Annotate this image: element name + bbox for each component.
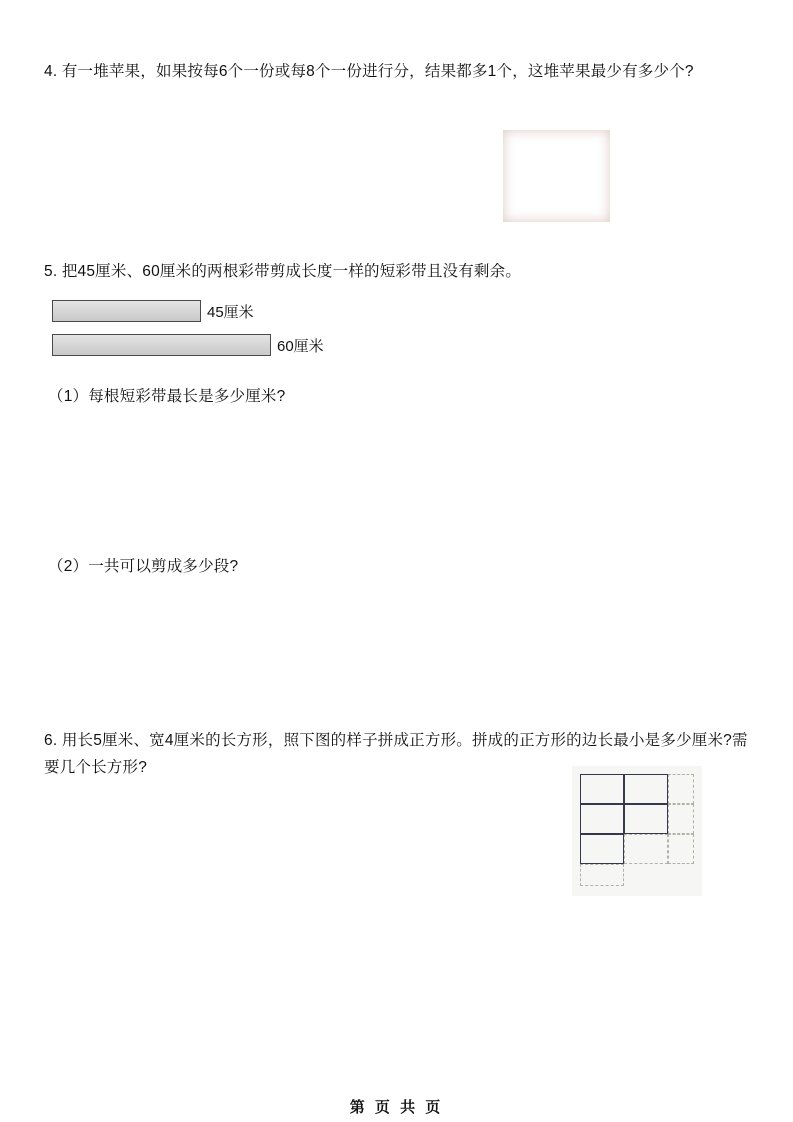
tile-dashed xyxy=(624,834,668,864)
question-5-part-2 xyxy=(48,553,648,580)
ribbon-label-60: 60厘米 xyxy=(277,337,324,355)
ribbon-bar-45 xyxy=(52,300,201,322)
question-5-part-1-text: （1）每根短彩带最长是多少厘米? xyxy=(48,388,286,405)
question-4-text: 4. 有一堆苹果，如果按每6个一份或每8个一份进行分，结果都多1个，这堆苹果最少有多少个? xyxy=(44,63,694,80)
tile-solid xyxy=(580,774,624,804)
question-5 xyxy=(44,258,756,285)
question-5-part-2-text: （2）一共可以剪成多少段? xyxy=(48,558,239,575)
ribbon-label-45: 45厘米 xyxy=(207,303,254,321)
ribbon-row xyxy=(52,298,372,324)
tile-solid xyxy=(580,834,624,864)
ribbon-diagram xyxy=(52,298,372,366)
tile-dashed xyxy=(668,804,694,834)
tile-solid xyxy=(624,774,668,804)
tile-solid xyxy=(580,804,624,834)
tile-dashed xyxy=(668,834,694,864)
apple-pile-image xyxy=(503,130,610,222)
question-5-text: 5. 把45厘米、60厘米的两根彩带剪成长度一样的短彩带且没有剩余。 xyxy=(44,263,522,280)
question-4 xyxy=(44,58,756,85)
tile-dashed xyxy=(580,864,624,886)
ribbon-row xyxy=(52,332,372,358)
question-5-part-1 xyxy=(48,383,648,410)
tile-solid xyxy=(624,804,668,834)
ribbon-bar-60 xyxy=(52,334,271,356)
page-footer: 第 页 共 页 xyxy=(349,1099,444,1116)
apple-gloss xyxy=(514,141,542,158)
rectangle-tiling-diagram xyxy=(572,766,702,896)
tile-dashed xyxy=(668,774,694,804)
question-6-text: 6. 用长5厘米、宽4厘米的长方形，照下图的样子拼成正方形。拼成的正方形的边长最小是多少厘米?需要几个长方形? xyxy=(44,732,748,777)
